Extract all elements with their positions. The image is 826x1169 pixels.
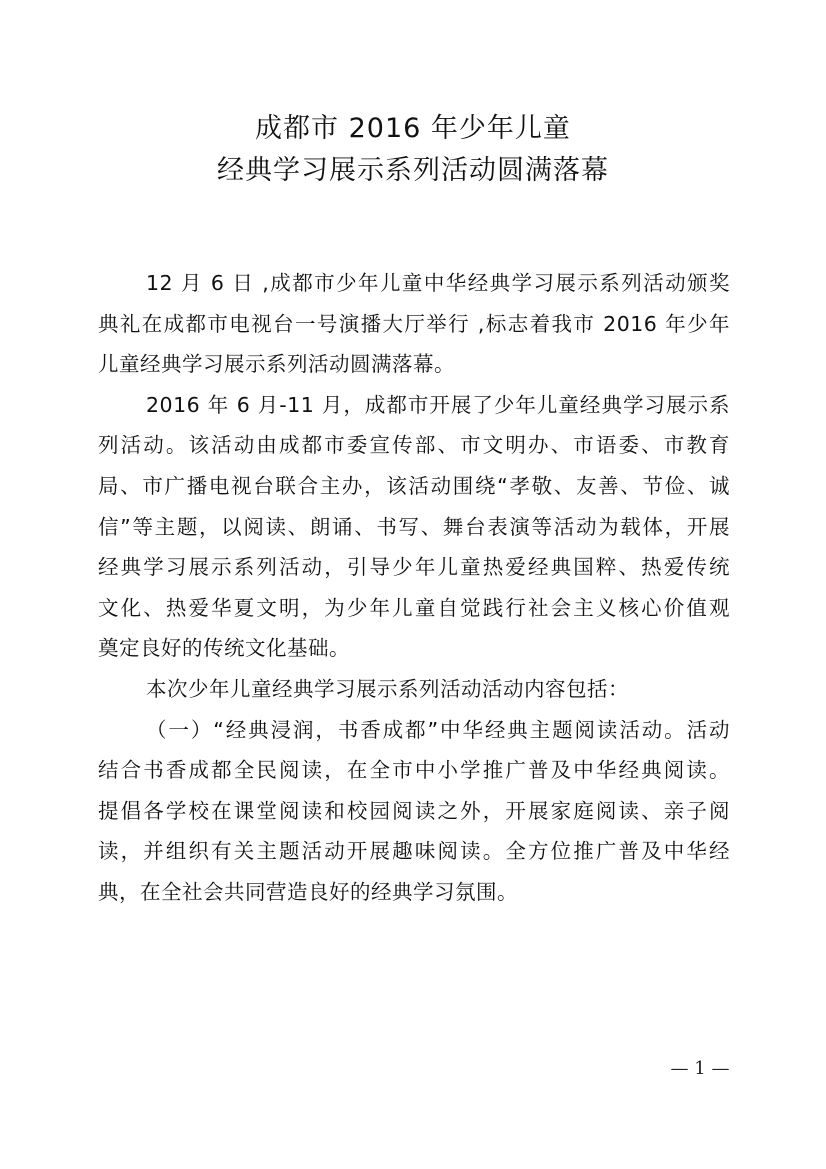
text-line: 提倡各学校在课堂阅读和校园阅读之外，开展家庭阅读、亲子阅 (98, 798, 730, 823)
paragraph (98, 263, 730, 385)
title-line: 成都市 2016 年少年儿童 (255, 113, 571, 144)
document-body (98, 263, 730, 913)
title-line: 经典学习展示系列活动圆满落幕 (217, 155, 609, 186)
text-line: 本次少年儿童经典学习展示系列活动活动内容包括： (146, 676, 629, 701)
text-line: 局、市广播电视台联合主办，该活动围绕“孝敬、友善、节俭、诚 (98, 473, 730, 498)
text-line: 儿童经典学习展示系列活动圆满落幕。 (98, 352, 455, 377)
text-line: 信”等主题，以阅读、朗诵、书写、舞台表演等活动为载体，开展 (98, 514, 730, 539)
text-line: 典礼在成都市电视台一号演播大厅举行 ,标志着我市 2016 年少年 (98, 311, 730, 336)
text-line: 奠定良好的传统文化基础。 (98, 636, 350, 661)
text-line: 12 月 6 日 ,成都市少年儿童中华经典学习展示系列活动颁奖 (146, 271, 730, 295)
paragraph (98, 385, 730, 669)
text-line: （一）“经典浸润，书香成都”中华经典主题阅读活动。活动 (146, 717, 730, 742)
text-line: 经典学习展示系列活动，引导少年儿童热爱经典国粹、热爱传统 (98, 555, 730, 580)
document-title (0, 108, 826, 192)
text-line: 典，在全社会共同营造良好的经典学习氛围。 (98, 879, 518, 904)
text-line: 列活动。该活动由成都市委宣传部、市文明办、市语委、市教育 (98, 433, 730, 458)
text-line: 文化、热爱华夏文明，为少年儿童自觉践行社会主义核心价值观 (98, 595, 730, 620)
text-line: 2016 年 6 月-11 月，成都市开展了少年儿童经典学习展示系 (146, 392, 730, 417)
text-line: 结合书香成都全民阅读，在全市中小学推广普及中华经典阅读。 (98, 758, 730, 783)
page-number: — 1 — (670, 1058, 730, 1079)
paragraph (98, 710, 730, 913)
text-line: 读，并组织有关主题活动开展趣味阅读。全方位推广普及中华经 (98, 839, 730, 864)
paragraph (98, 669, 730, 710)
